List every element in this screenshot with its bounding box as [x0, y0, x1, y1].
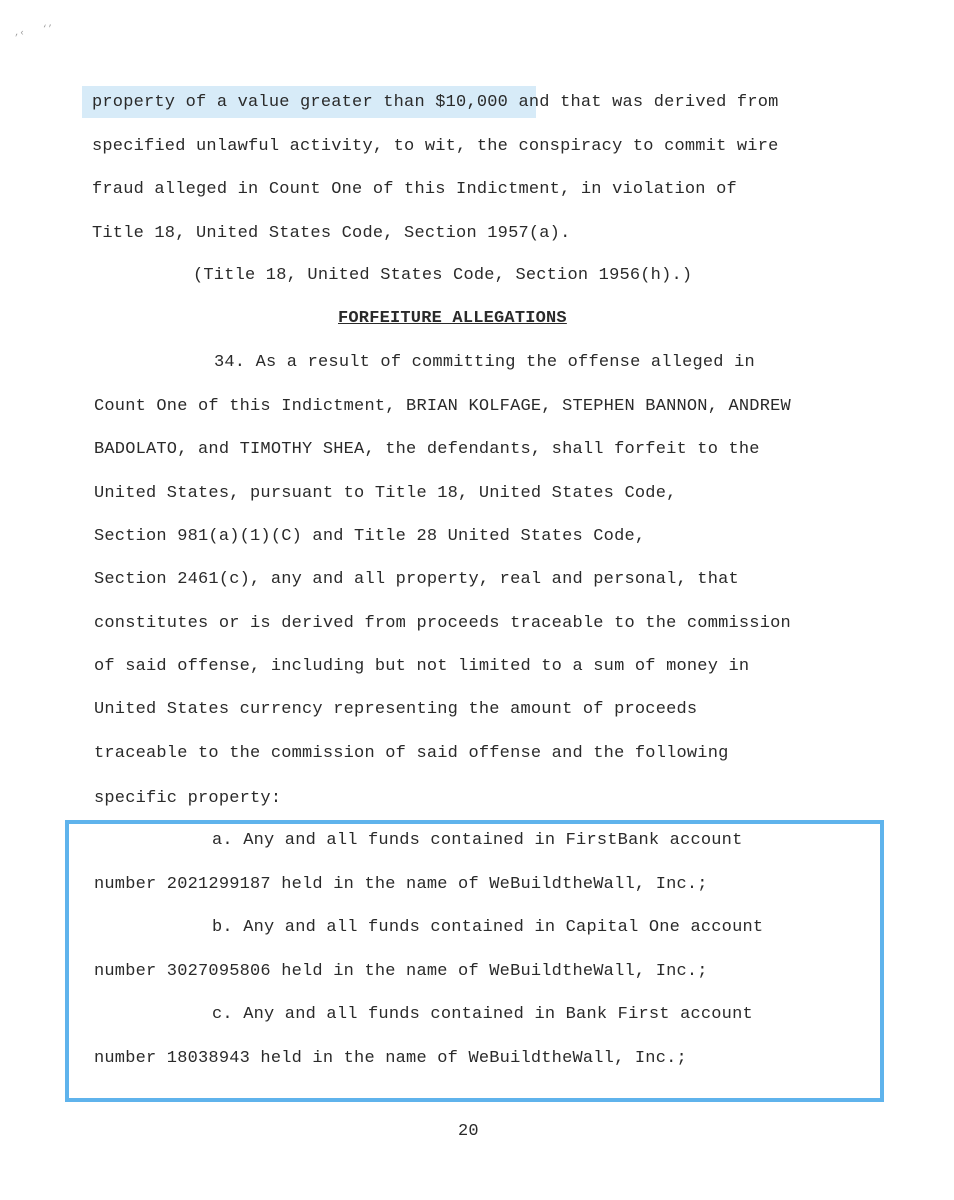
item-b-line: number 3027095806 held in the name of WeBuildtheWall, Inc.; — [94, 962, 708, 981]
paragraph-line: Section 2461(c), any and all property, real and personal, that — [94, 570, 739, 589]
paragraph-line: of said offense, including but not limited to a sum of money in — [94, 657, 750, 676]
paragraph-line: Section 981(a)(1)(C) and Title 28 United States Code, — [94, 527, 646, 546]
paragraph-line: BADOLATO, and TIMOTHY SHEA, the defendants, shall forfeit to the — [94, 440, 760, 459]
item-a-line: a. Any and all funds contained in FirstBank account — [212, 831, 743, 850]
paragraph-line: constitutes or is derived from proceeds traceable to the commission — [94, 614, 791, 633]
paragraph-line: Count One of this Indictment, BRIAN KOLFAGE, STEPHEN BANNON, ANDREW — [94, 397, 791, 416]
highlighted-text: property of a value greater than $10,000 — [92, 93, 509, 112]
citation-line: (Title 18, United States Code, Section 1956(h).) — [193, 266, 693, 285]
paragraph-line: United States, pursuant to Title 18, United States Code, — [94, 484, 677, 503]
section-heading: FORFEITURE ALLEGATIONS — [338, 309, 567, 328]
text-line: fraud alleged in Count One of this Indictment, in violation of — [92, 180, 737, 199]
paragraph-line: specific property: — [94, 789, 282, 808]
item-a-line: number 2021299187 held in the name of WeBuildtheWall, Inc.; — [94, 875, 708, 894]
text-line: specified unlawful activity, to wit, the conspiracy to commit wire — [92, 137, 779, 156]
scan-speck: ‘’ — [42, 24, 53, 34]
item-c-line: c. Any and all funds contained in Bank First account — [212, 1005, 753, 1024]
item-b-line: b. Any and all funds contained in Capital One account — [212, 918, 764, 937]
item-c-line: number 18038943 held in the name of WeBuildtheWall, Inc.; — [94, 1049, 687, 1068]
paragraph-line: traceable to the commission of said offense and the following — [94, 744, 729, 763]
paragraph-line: United States currency representing the amount of proceeds — [94, 700, 698, 719]
page-number: 20 — [458, 1122, 479, 1141]
scan-speck: ‚‹ — [14, 28, 25, 38]
text-fragment: and that was derived from — [518, 93, 779, 112]
text-line: Title 18, United States Code, Section 1957(a). — [92, 224, 571, 243]
paragraph-line: 34. As a result of committing the offense alleged in — [214, 353, 755, 372]
text-line — [92, 92, 779, 114]
